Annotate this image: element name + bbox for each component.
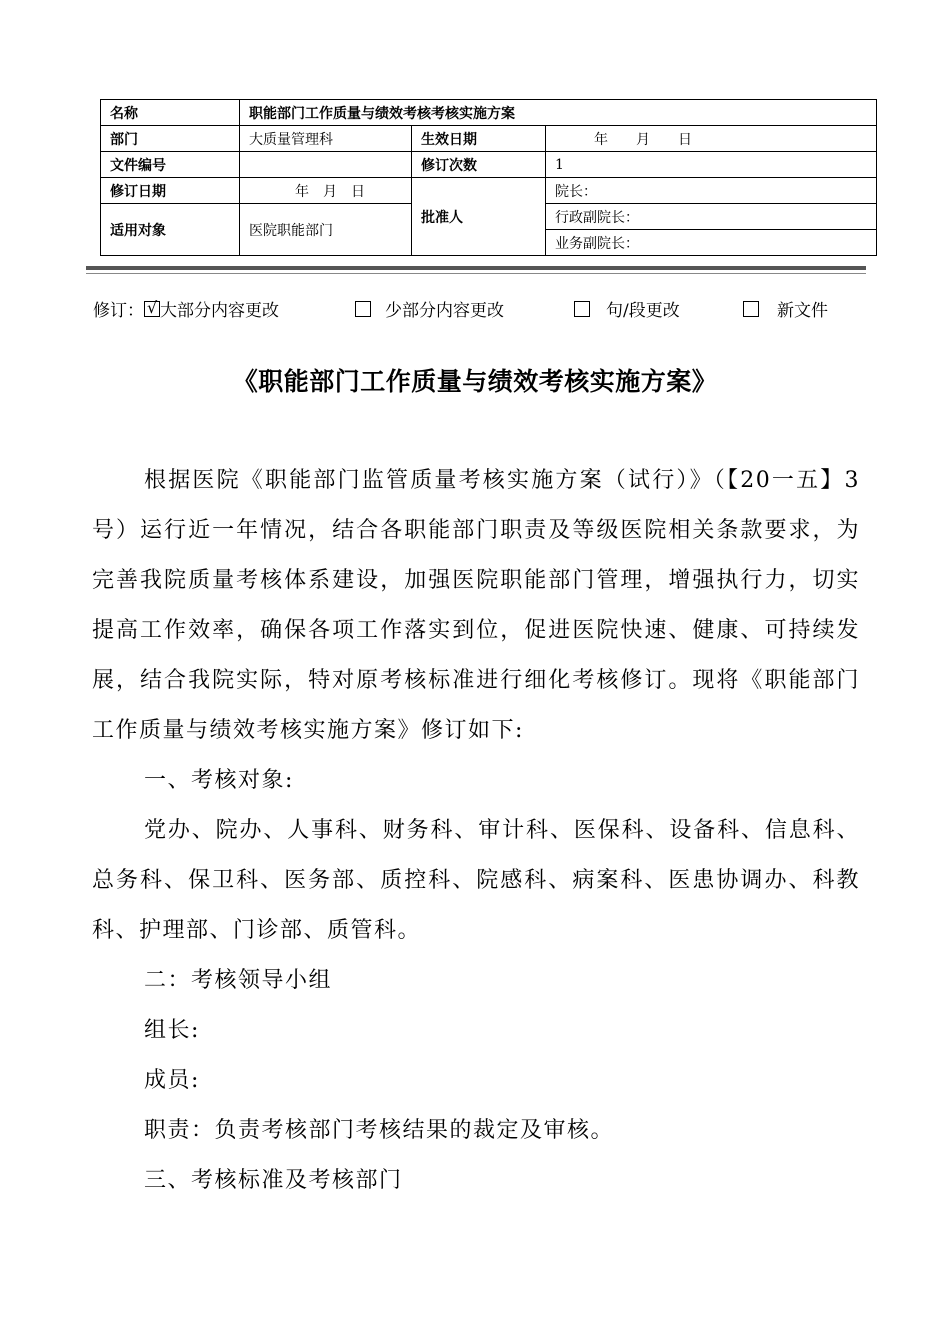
- revision-option-new-label: 新文件: [777, 301, 828, 321]
- header-divider-thick: [86, 266, 866, 270]
- section1-heading: 一、考核对象:: [144, 768, 294, 793]
- checkbox-minor[interactable]: [355, 301, 371, 317]
- effective-date-value: 年 月 日: [546, 126, 877, 152]
- section3-heading: 三、考核标准及考核部门: [144, 1168, 403, 1193]
- revision-option-sentence-label: 句/段更改: [606, 301, 680, 321]
- check-icon: √: [147, 297, 158, 317]
- checkbox-sentence[interactable]: [574, 301, 590, 317]
- doc-number-label: 文件编号: [101, 152, 240, 178]
- document-body: [92, 456, 860, 1206]
- revision-option-minor: [355, 296, 504, 321]
- revision-count-label: 修订次数: [412, 152, 546, 178]
- name-value: 职能部门工作质量与绩效考核考核实施方案: [240, 100, 877, 126]
- revision-count-value: 1: [546, 152, 877, 178]
- duty-line: 职责：负责考核部门考核结果的裁定及审核。: [144, 1118, 615, 1143]
- section1-body: 党办、院办、人事科、财务科、审计科、医保科、设备科、信息科、总务科、保卫科、医务部、质控科、院感科、病案科、医患协调办、科教科、护理部、门诊部、质管科。: [92, 818, 860, 943]
- revision-option-minor-label: 少部分内容更改: [385, 301, 504, 321]
- revision-date-label: 修订日期: [101, 178, 240, 204]
- revision-option-new: [743, 296, 828, 321]
- members-line: 成员:: [144, 1068, 200, 1093]
- checkbox-new[interactable]: [743, 301, 759, 317]
- intro-paragraph: 根据医院《职能部门监管质量考核实施方案（试行）》（【20一五】3号）运行近一年情况，结合各职能部门职责及等级医院相关条款要求，为完善我院质量考核体系建设，加强医院职能部门管理，增强执行力，切实提高工作效率，确保各项工作落实到位，促进医院快速、健康、可持续发展，结合我院实际，特对原考核标准进行细化考核修订。现将《职能部门工作质量与绩效考核实施方案》修订如下:: [92, 468, 860, 743]
- doc-number-value: [240, 152, 412, 178]
- dept-label: 部门: [101, 126, 240, 152]
- document-title: 《职能部门工作质量与绩效考核实施方案》: [232, 367, 718, 396]
- revision-type-row: [93, 296, 873, 322]
- approver-president: 院长：: [546, 178, 877, 204]
- section2-heading: 二：考核领导小组: [144, 968, 333, 993]
- revision-option-major-label: 大部分内容更改: [160, 301, 279, 321]
- effective-date-label: 生效日期: [412, 126, 546, 152]
- revision-option-major: [93, 296, 279, 321]
- header-divider-thin: [86, 273, 866, 274]
- revision-date-value: 年 月 日: [240, 178, 412, 204]
- document-control-table: [100, 99, 877, 256]
- dept-value: 大质量管理科: [240, 126, 412, 152]
- approver-business-vp: 业务副院长：: [546, 230, 877, 256]
- revision-label: 修订：: [93, 301, 144, 321]
- name-label: 名称: [101, 100, 240, 126]
- checkbox-major[interactable]: [144, 297, 160, 317]
- approver-label: 批准人: [412, 178, 546, 256]
- revision-option-sentence: [574, 296, 680, 321]
- scope-label: 适用对象: [101, 204, 240, 256]
- leader-line: 组长:: [144, 1018, 200, 1043]
- scope-value: 医院职能部门: [240, 204, 412, 256]
- approver-admin-vp: 行政副院长：: [546, 204, 877, 230]
